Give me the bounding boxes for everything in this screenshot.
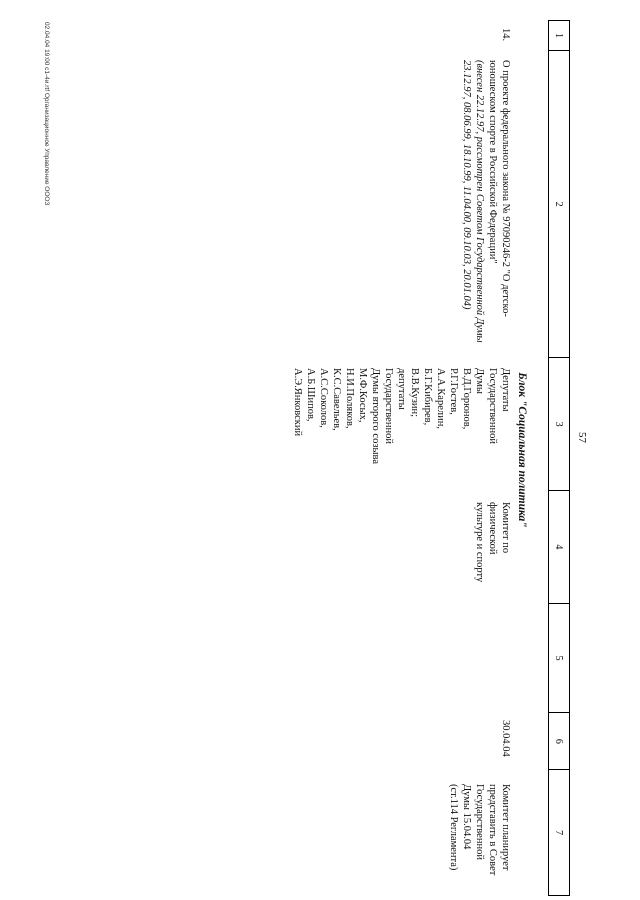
author-line: М.Ф.Косых, (357, 368, 368, 423)
column-header-3: 3 (549, 358, 569, 491)
author-line: А.Э.Янковский (292, 368, 303, 437)
column-header-row (548, 20, 570, 896)
author-line: В.В.Кузин; (409, 368, 420, 418)
author-line: Р.Г.Гостев, (448, 368, 459, 415)
column-header-6: 6 (549, 713, 569, 770)
committee-line: Комитет по (500, 502, 511, 554)
entry-number: 14. (500, 28, 511, 42)
page-number: 57 (576, 432, 588, 443)
column-header-7: 7 (553, 830, 565, 836)
entry-history: (внесен 22.12.97, рассмотрен Советом Государственной Думы 23.12.97, 08.06.99, 18.10.99, 11.04.00, 09.10.03, 20.01.04) (461, 60, 485, 343)
author-line: Думы второго созыва (370, 368, 381, 465)
author-line: К.С.Савельев, (331, 368, 342, 431)
entry-title: О проекте федерального закона № 97090246-2 "О детско-юношеском спорте в Российской Федерации" (487, 60, 511, 317)
note-line: Государственной (474, 784, 485, 860)
author-line: Депутаты (500, 368, 511, 412)
author-line: депутаты (396, 368, 407, 410)
entry-title-cell (460, 60, 512, 350)
note-line: Думы 15.04.04 (461, 784, 472, 850)
note-line: представить в Совет (487, 784, 498, 876)
note-line: (ст.114 Регламента) (448, 784, 459, 871)
author-line: Н.И.Поляков, (344, 368, 355, 429)
author-line: Государственной (487, 368, 498, 444)
section-title: Блок "Социальная политика" (516, 372, 528, 528)
committee-cell (473, 502, 512, 610)
note-cell (447, 784, 512, 894)
column-header-2: 2 (549, 51, 569, 358)
committee-line: физической (487, 502, 498, 555)
file-footer: 02.04.04 19:00 с1-4и.rtf Организационное Управление ОООЗ (43, 22, 50, 206)
note-line: Комитет планирует (500, 784, 511, 871)
column-header-1: 1 (549, 21, 569, 51)
author-line: Б.Г.Кибирев, (422, 368, 433, 426)
author-line: Государственной (383, 368, 394, 444)
author-line: Думы (474, 368, 485, 394)
author-line: А.А.Карелин, (435, 368, 446, 429)
date-cell: 30.04.04 (500, 720, 511, 757)
author-line: В.Д.Горюнов, (461, 368, 472, 430)
column-header-4: 4 (549, 491, 569, 604)
column-header-5: 5 (549, 604, 569, 714)
committee-line: культуре и спорту (474, 502, 485, 583)
author-line: А.Б.Шипов, (305, 368, 316, 422)
authors-cell (291, 368, 512, 494)
author-line: А.С.Соколов, (318, 368, 329, 428)
